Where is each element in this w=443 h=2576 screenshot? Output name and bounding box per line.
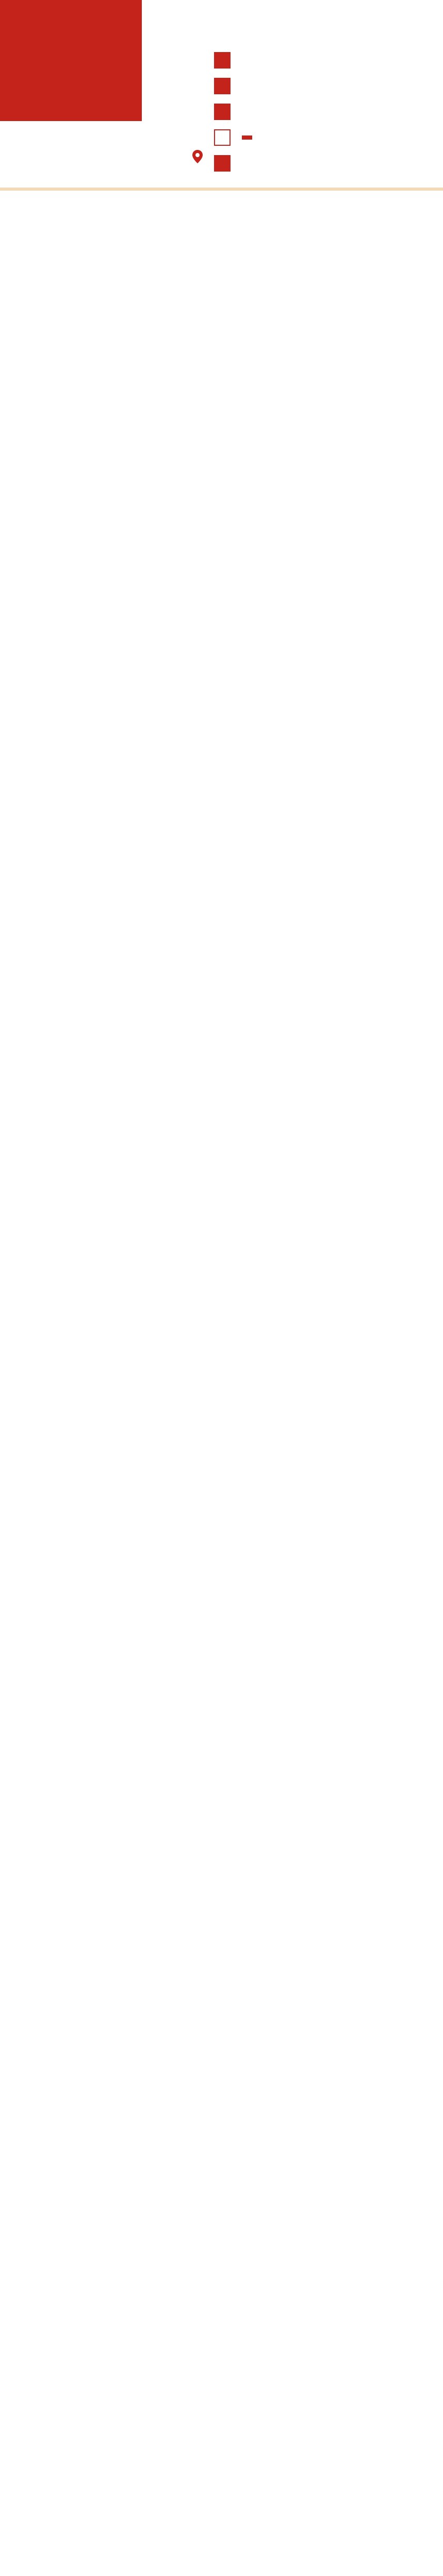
- toc-num: [214, 52, 231, 69]
- toc-num: [214, 78, 231, 94]
- toc-title-block: [0, 0, 142, 121]
- toc-item-3[interactable]: [214, 99, 252, 125]
- toc-label: [242, 135, 252, 140]
- toc-item-5[interactable]: [214, 150, 252, 176]
- toc-num: [214, 155, 231, 172]
- location-pin-icon: [192, 149, 203, 164]
- toc-item-2[interactable]: [214, 73, 252, 99]
- toc-item-1[interactable]: [214, 47, 252, 73]
- toc-num: [214, 104, 231, 120]
- toc-num: [214, 129, 231, 146]
- toc-list: [214, 47, 252, 176]
- toc-item-4[interactable]: [214, 125, 252, 150]
- toc-section: [0, 0, 443, 191]
